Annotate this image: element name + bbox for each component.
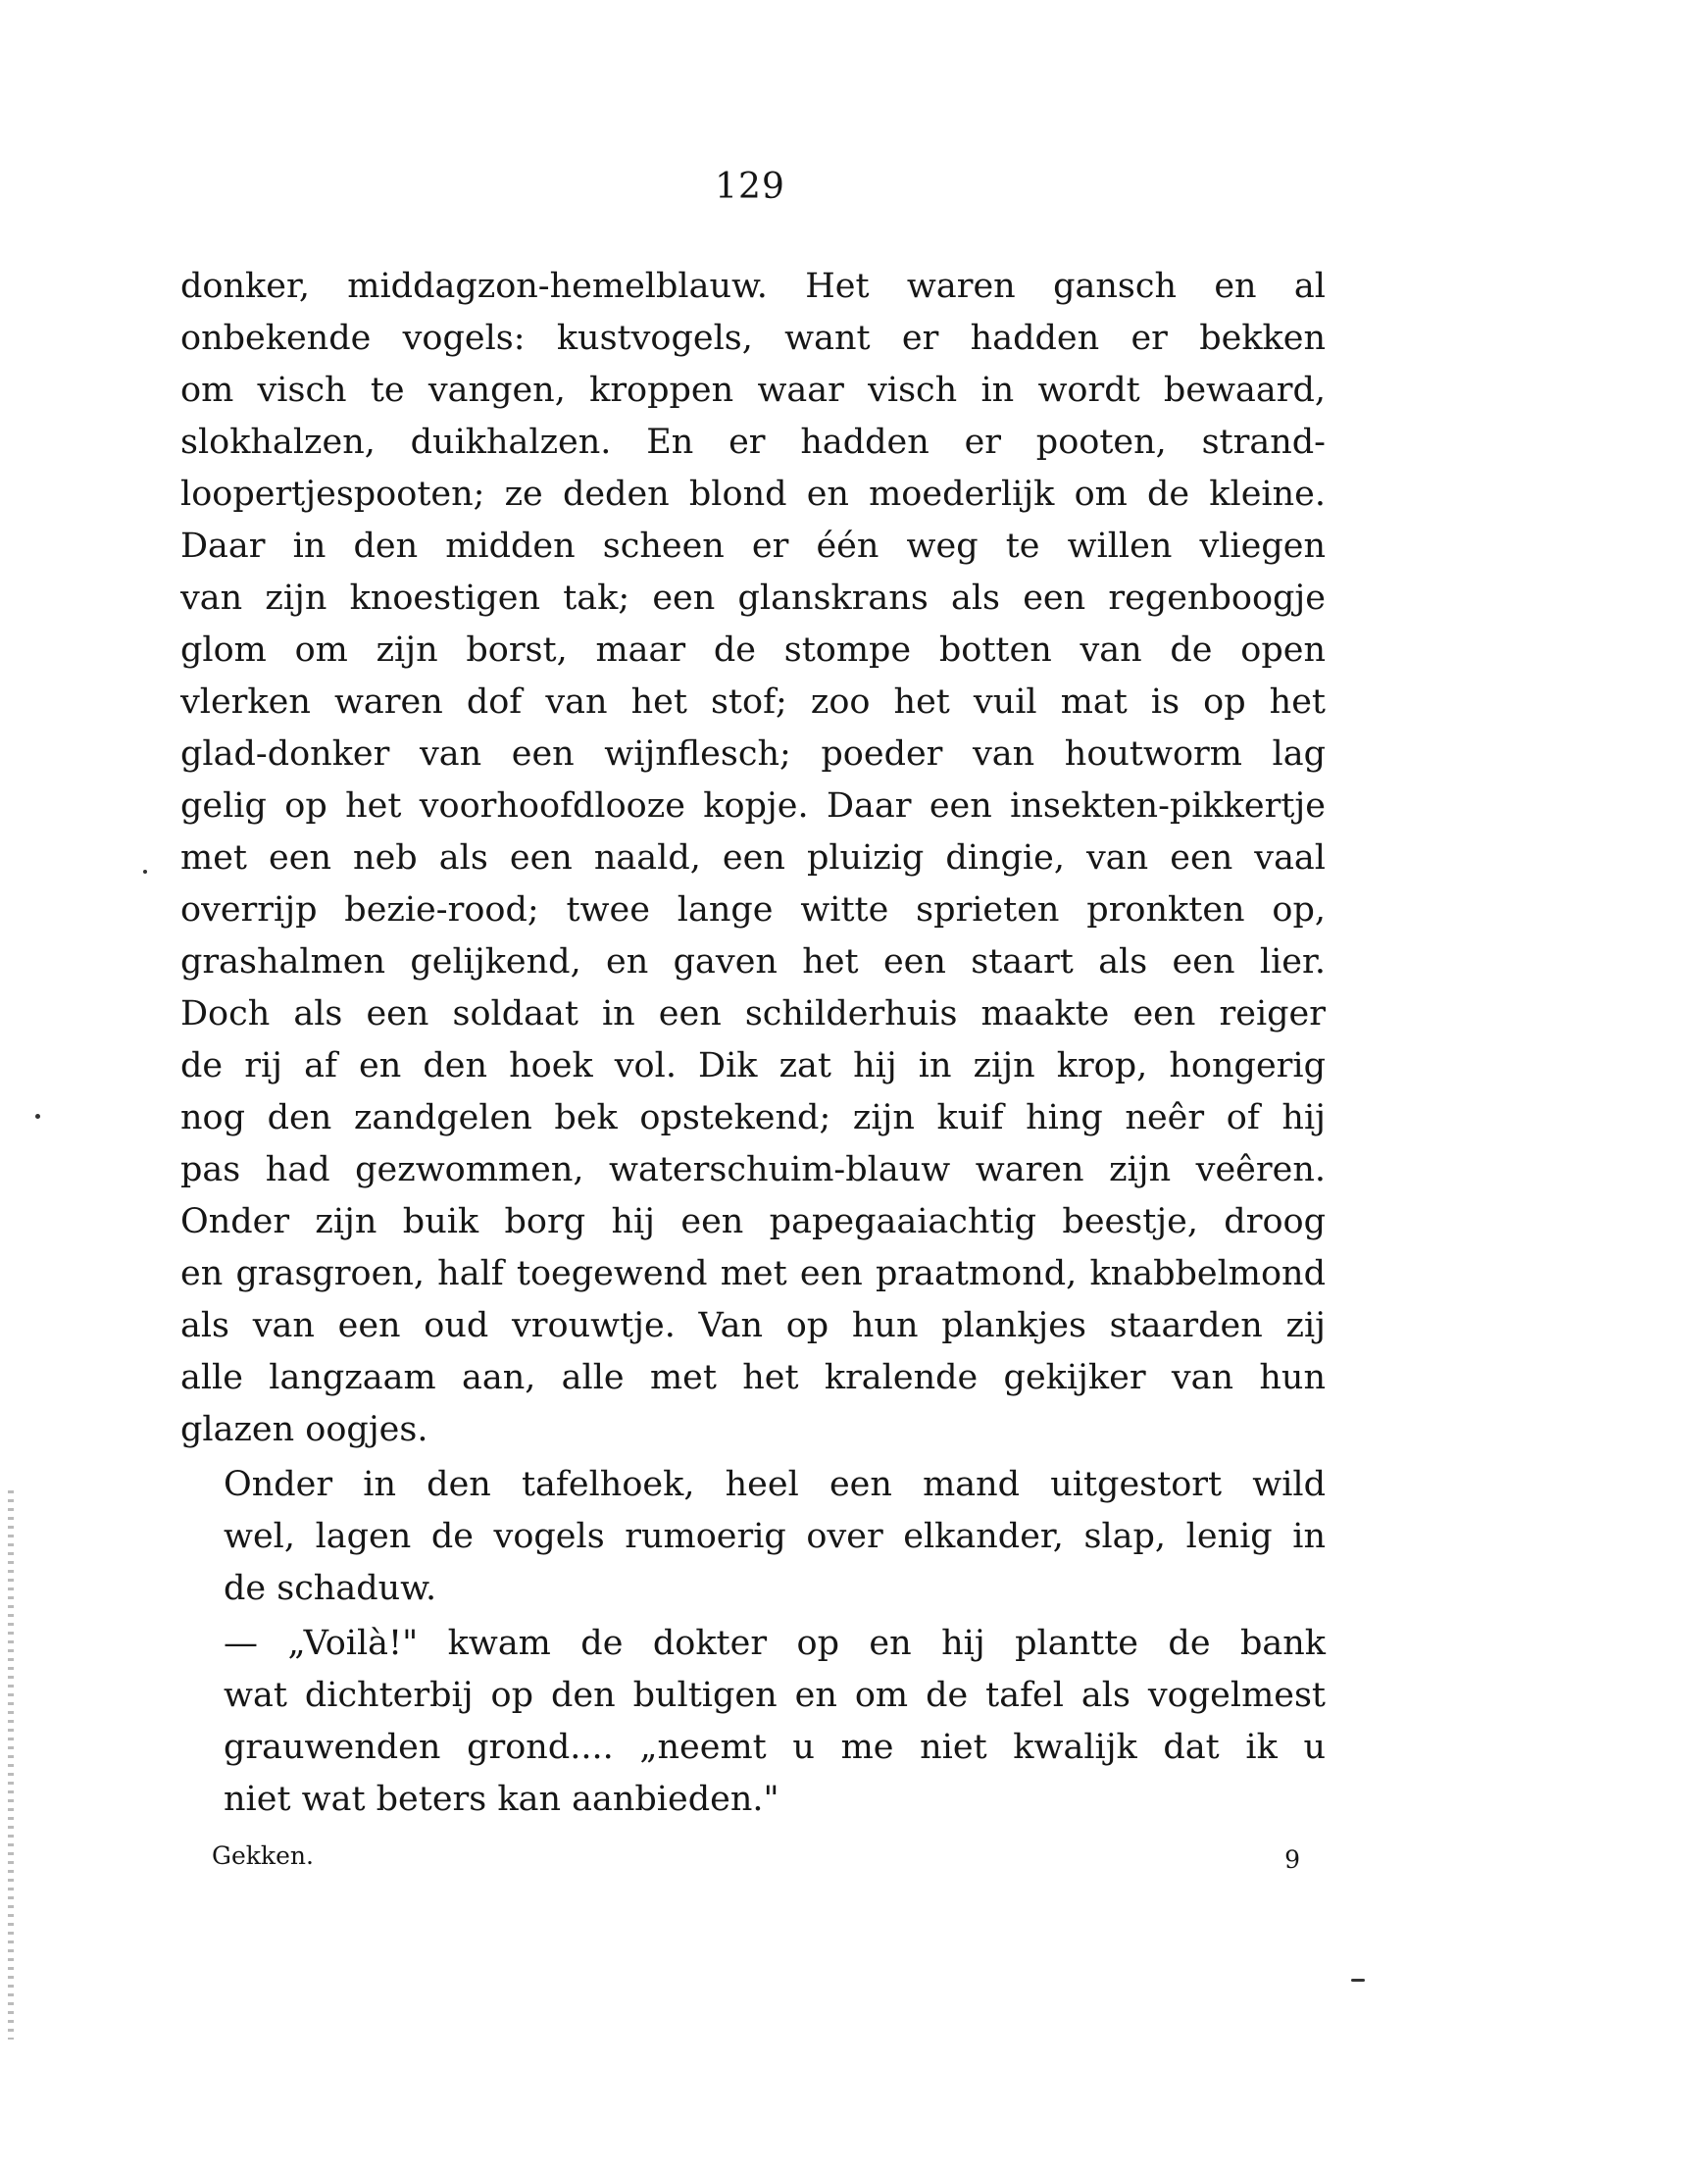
text-line: van zijn knoestigen tak; een glanskrans als een regenboogje xyxy=(180,579,1326,618)
text-line: vlerken waren dof van het stof; zoo het vuil mat is op het xyxy=(180,682,1326,722)
text-line: gelig op het voorhoofdlooze kopje. Daar een insekten-pikkertje xyxy=(180,786,1326,826)
text-line: nog den zandgelen bek opstekend; zijn kuif hing neêr of hij xyxy=(180,1098,1326,1137)
text-line: de schaduw. xyxy=(224,1569,437,1608)
text-line: de rij af en den hoek vol. Dik zat hij in zijn krop, hongerig xyxy=(180,1046,1326,1085)
paragraph xyxy=(180,261,1326,1456)
text-line: overrijp bezie-rood; twee lange witte sprieten pronkten op, xyxy=(180,890,1326,930)
scan-speck xyxy=(35,1114,40,1119)
text-line: Doch als een soldaat in een schilderhuis maakte een reiger xyxy=(180,994,1326,1033)
body-text xyxy=(180,261,1326,1826)
signature-mark: Gekken. xyxy=(212,1841,314,1870)
text-line: om visch te vangen, kroppen waar visch in wordt bewaard, xyxy=(180,371,1326,410)
text-line: slokhalzen, duikhalzen. En er hadden er pooten, strand- xyxy=(180,423,1326,462)
sheet-number: 9 xyxy=(1284,1845,1300,1874)
paragraph xyxy=(180,1618,1326,1826)
text-line: wat dichterbij op den bultigen en om de tafel als vogelmest xyxy=(224,1676,1326,1715)
text-line: onbekende vogels: kustvogels, want er hadden er bekken xyxy=(180,319,1326,358)
text-line: grauwenden grond.... „neemt u me niet kwalijk dat ik u xyxy=(224,1728,1326,1767)
text-line: glom om zijn borst, maar de stompe botten van de open xyxy=(180,630,1326,670)
text-line: wel, lagen de vogels rumoerig over elkander, slap, lenig in xyxy=(224,1517,1326,1556)
scan-speck xyxy=(143,870,147,874)
text-line: als van een oud vrouwtje. Van op hun plankjes staarden zij xyxy=(180,1306,1326,1345)
text-line: met een neb als een naald, een pluizig dingie, van een vaal xyxy=(180,838,1326,878)
text-line: — „Voilà!" kwam de dokter op en hij plantte de bank xyxy=(224,1624,1326,1663)
text-line: Onder in den tafelhoek, heel een mand uitgestort wild xyxy=(224,1465,1326,1504)
text-line: grashalmen gelijkend, en gaven het een staart als een lier. xyxy=(180,942,1326,982)
text-line: glazen oogjes. xyxy=(180,1410,428,1449)
text-line: glad-donker van een wijnflesch; poeder van houtworm lag xyxy=(180,734,1326,774)
paragraph xyxy=(180,1459,1326,1615)
text-line: en grasgroen, half toegewend met een praatmond, knabbelmond xyxy=(180,1254,1326,1293)
text-line: loopertjespooten; ze deden blond en moederlijk om de kleine. xyxy=(180,475,1326,514)
text-line: pas had gezwommen, waterschuim-blauw waren zijn veêren. xyxy=(180,1150,1326,1189)
scan-speck xyxy=(1351,1979,1365,1982)
page-number: 129 xyxy=(715,167,785,207)
text-line: donker, middagzon-hemelblauw. Het waren gansch en al xyxy=(180,267,1326,306)
scan-edge-marks xyxy=(8,1490,14,2040)
text-line: niet wat beters kan aanbieden." xyxy=(224,1780,779,1819)
text-line: Daar in den midden scheen er één weg te willen vliegen xyxy=(180,527,1326,566)
text-line: alle langzaam aan, alle met het kralende gekijker van hun xyxy=(180,1358,1326,1397)
text-line: Onder zijn buik borg hij een papegaaiachtig beestje, droog xyxy=(180,1202,1326,1241)
